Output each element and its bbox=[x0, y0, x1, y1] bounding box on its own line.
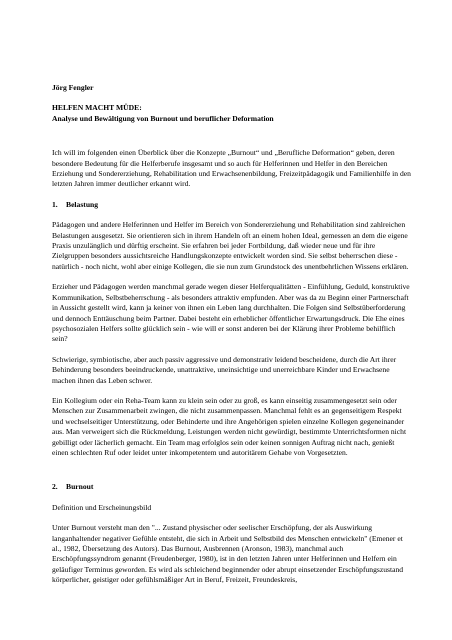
spacer bbox=[52, 134, 412, 148]
section-2-heading bbox=[52, 482, 412, 492]
author-name: Jörg Fengler bbox=[52, 83, 94, 92]
intro-paragraph: Ich will im folgenden einen Überblick über die Konzepte „Burnout“ und „Berufliche Deformation“ geben, deren besondere Bedeutung für die Helferberufe insgesamt und so auch für Helferinnen und Helfer in den Bereichen Erziehung und Sondererziehung, Rehabilitation und Erwachsenenbildung, Freizeitpädagogik und Familienhilfe in den letzten Jahren immer deutlicher erkannt wird. bbox=[52, 148, 411, 189]
section-1-paragraph: Erzieher und Pädagogen werden manchmal gerade wegen dieser Helferqualitätten - Einfühlung, Geduld, konstruktive Kommunikation, Selbstbeherrschung - als besonders attraktiv empfunden. Aber was da zu Beginn einer Partnerschaft in Aussicht gestellt wird, kann ja keiner von ihnen ein Leben lang durchhalten. Die Folgen sind Selbstüberforderung und dennoch Enttäuschung beim Partner. Dabei besteht ein erheblicher öffentlicher Erwartungsdruck. Die Ehe eines psychosozialen Helfers sollte glücklich sein - wie will er sonst anderen bei der Klärung ihrer Probleme behilflich sein? bbox=[52, 282, 410, 344]
document-title: HELFEN MACHT MÜDE: bbox=[52, 103, 142, 113]
section-1-paragraph: Schwierige, symbiotische, aber auch passiv aggressive und demonstrativ leidend bescheidene, durch die Art ihrer Behinderung besonders beeindruckende, unattraktive, uneinsichtige und unerreichbare Kinder und Erwachsene machen ihnen das Leben schwer. bbox=[52, 354, 397, 385]
document-subtitle: Analyse und Bewältigung von Burnout und beruflicher Deformation bbox=[52, 113, 274, 123]
section-2-title: Burnout bbox=[66, 482, 94, 492]
section-1-paragraph: Ein Kollegium oder ein Reha-Team kann zu klein sein oder zu groß, es kann einseitig zusammengesetzt sein oder Menschen zur Zusammenarbeit zwingen, die nicht zusammenpassen. Manchmal fehlt es an gegenseitigem Respekt und wechselseitiger Unterstützung, oder Behinderte und ihre Angehörigen spielen einzelne Kollegen gegeneinander aus. Man verweigert sich die Rückmeldung, Leistungen werden nicht gewürdigt, bestimmte Unterrichtsformen nicht gebilligt oder lächerlich gemacht. Ein Team mag erfolglos sein oder keinen sonnigen Auftrag nicht nach, genießt einen schlechten Ruf oder leidet unter inkompetentem und autoritärem Gehabe von Vorgesetzten. bbox=[52, 395, 407, 457]
spacer bbox=[52, 468, 412, 482]
section-2-paragraph: Unter Burnout versteht man den "... Zustand physischer oder seelischer Erschöpfung, der als Auswirkung langanhaltender negativer Gefühle entsteht, die sich in Arbeit und Selbstbild des Menschen entwickeln" (Emener et al., 1982, Übersetzung des Autors). Das Burnout, Ausbrennen (Aronson, 1983), manchmal auch Erschöpfungssyndrom genannt (Freudenberger, 1980), ist in den letzten Jahren unter Helferinnen und Helfern ein geläufiger Terminus geworden. Es wird als schleichend beginnender oder abrupt einsetzender Erschöpfungszustand körperlicher, geistiger oder gefühlsmäßiger Art in Beruf, Freizeit, Freundeskreis, bbox=[52, 523, 404, 585]
section-2-number: 2. bbox=[52, 482, 58, 492]
document-page bbox=[52, 83, 412, 596]
section-1-heading bbox=[52, 200, 412, 210]
section-1-title: Belastung bbox=[66, 199, 99, 209]
section-2-subheading: Definition und Erscheinungsbild bbox=[52, 502, 152, 512]
section-1-number: 1. bbox=[52, 199, 58, 209]
section-1-paragraph: Pädagogen und andere Helferinnen und Helfer im Bereich von Sondererziehung und Rehabilitation sind zahlreichen Belastungen ausgesetzt. Sie orientieren sich in ihrem Handeln oft an einem hohen Ideal, gemessen an dem die eigene Praxis unzulänglich und dürftig erscheint. Sie erfahren bei jeder Fortbildung, daß wieder neue und für ihre Zielgruppen besonders aussichtsreiche Handlungskonzepte entwickelt worden sind. Sie selbst beherrschen diese - natürlich - noch nicht, wohl aber einige Kollegen, die sie nun zum Grundstock des unentbehrlichen Wissens erklären. bbox=[52, 220, 409, 271]
